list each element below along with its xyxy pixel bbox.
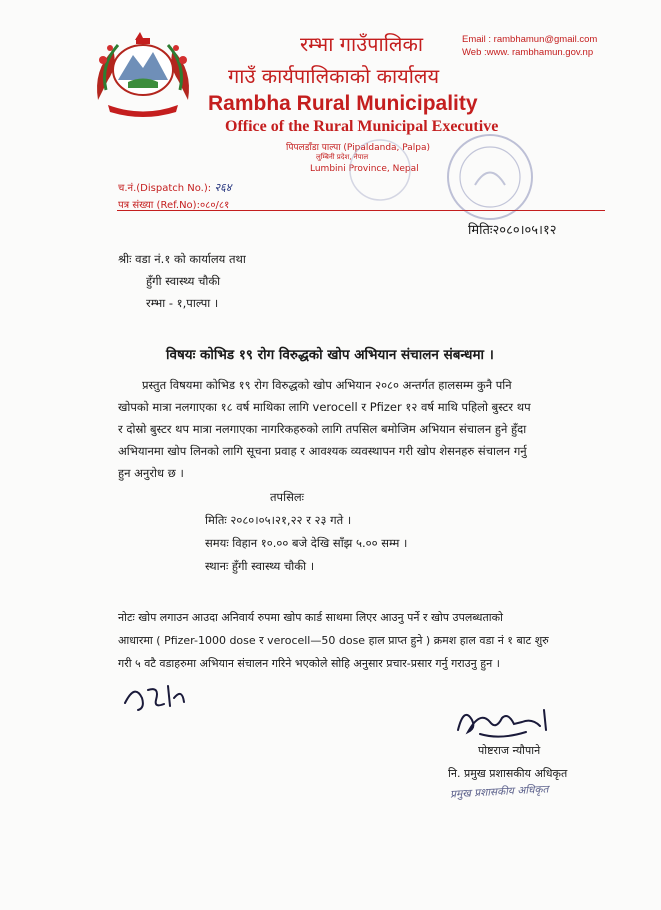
body-line: खोपको मात्रा नलगाएका १८ वर्ष माथिका लागि verocell र Pfizer १२ वर्ष माथि पहिलो बुस्टर थप bbox=[118, 400, 531, 414]
header-divider bbox=[117, 210, 605, 211]
dispatch-value: २६४ bbox=[214, 181, 232, 194]
title-stamp: प्रमुख प्रशासकीय अधिकृत bbox=[449, 783, 549, 801]
note-line: नोटः खोप लगाउन आउदा अनिवार्य रुपमा खोप कार्ड साथमा लिएर आउनु पर्ने र खोप उपलब्धताको bbox=[118, 611, 503, 624]
email-text: Email : rambhamun@gmail.com bbox=[462, 34, 598, 45]
faint-stamp-icon bbox=[340, 130, 420, 210]
signatory-name: पोष्टराज न्यौपाने bbox=[478, 744, 541, 757]
details-date: मितिः २०८०।०५।२१,२२ र २३ गते । bbox=[205, 513, 352, 527]
address-line-1: पिपलडाँडा पाल्पा (Pipaldanda, Palpa) bbox=[286, 143, 431, 153]
nepal-emblem-icon bbox=[88, 30, 198, 120]
initials-signature-icon bbox=[120, 678, 190, 718]
letter-subject: विषयः कोभिड १९ रोग विरुद्धको खोप अभियान संचालन संबन्धमा । bbox=[166, 347, 494, 363]
note-line: आधारमा ( Pfizer-1000 dose र verocell—50 dose हाल प्राप्त हुने ) क्रमश हाल वडा नं १ बाट शुरु bbox=[118, 634, 549, 647]
address-line-3: Lumbini Province, Nepal bbox=[310, 164, 419, 174]
office-name-english: Rambha Rural Municipality bbox=[208, 92, 478, 115]
dispatch-number bbox=[118, 180, 232, 195]
dispatch-label: च.नं.(Dispatch No.): bbox=[118, 183, 212, 194]
office-subtitle-english: Office of the Rural Municipal Executive bbox=[225, 118, 499, 135]
contact-block bbox=[462, 33, 597, 59]
recipient-line-1: श्रीः वडा नं.१ को कार्यालय तथा bbox=[118, 252, 246, 266]
details-place: स्थानः हुँगी स्वास्थ्य चौकी । bbox=[205, 559, 315, 573]
reference-number: पत्र संख्या (Ref.No):०८०/८१ bbox=[118, 200, 230, 211]
office-name-nepali: रम्भा गाउँपालिका bbox=[300, 32, 423, 56]
details-heading: तपसिलः bbox=[270, 490, 304, 504]
body-line: र दोस्रो बुस्टर थप मात्रा नलगाएका नागरिकहरुको लागि तपसिल बमोजिम अभियान संचालन हुने हुँदा bbox=[118, 422, 527, 436]
address-line-2: लुम्बिनी प्रदेश, नेपाल bbox=[316, 153, 369, 161]
web-text: Web :www. rambhamun.gov.np bbox=[462, 47, 594, 58]
office-subtitle-nepali: गाउँ कार्यपालिकाको कार्यालय bbox=[228, 64, 440, 88]
letter-date: मितिः२०८०।०५।१२ bbox=[468, 223, 557, 238]
details-time: समयः विहान १०.०० बजे देखि साँझ ५.०० सम्म । bbox=[205, 536, 408, 550]
recipient-line-3: रम्भा - १,पाल्पा । bbox=[146, 296, 219, 310]
body-line: अभियानमा खोप लिनको लागि सूचना प्रवाह र आवश्यक व्यवस्थापन गरी खोप शेसनहरु संचालन गर्नु bbox=[118, 444, 527, 458]
body-line: प्रस्तुत विषयमा कोभिड १९ रोग विरुद्धको खोप अभियान २०८० अन्तर्गत हालसम्म कुनै पनि bbox=[142, 378, 512, 392]
note-line: गरी ५ वटै वडाहरुमा अभियान संचालन गरिने भएकोले सोहि अनुसार प्रचार-प्रसार गर्नु गराउनु हुन । bbox=[118, 657, 500, 670]
signatory-title: नि. प्रमुख प्रशासकीय अधिकृत bbox=[448, 767, 568, 780]
signature-icon bbox=[450, 700, 560, 742]
body-line: हुन अनुरोध छ । bbox=[118, 466, 184, 480]
recipient-line-2: हुँगी स्वास्थ्य चौकी bbox=[146, 274, 221, 288]
